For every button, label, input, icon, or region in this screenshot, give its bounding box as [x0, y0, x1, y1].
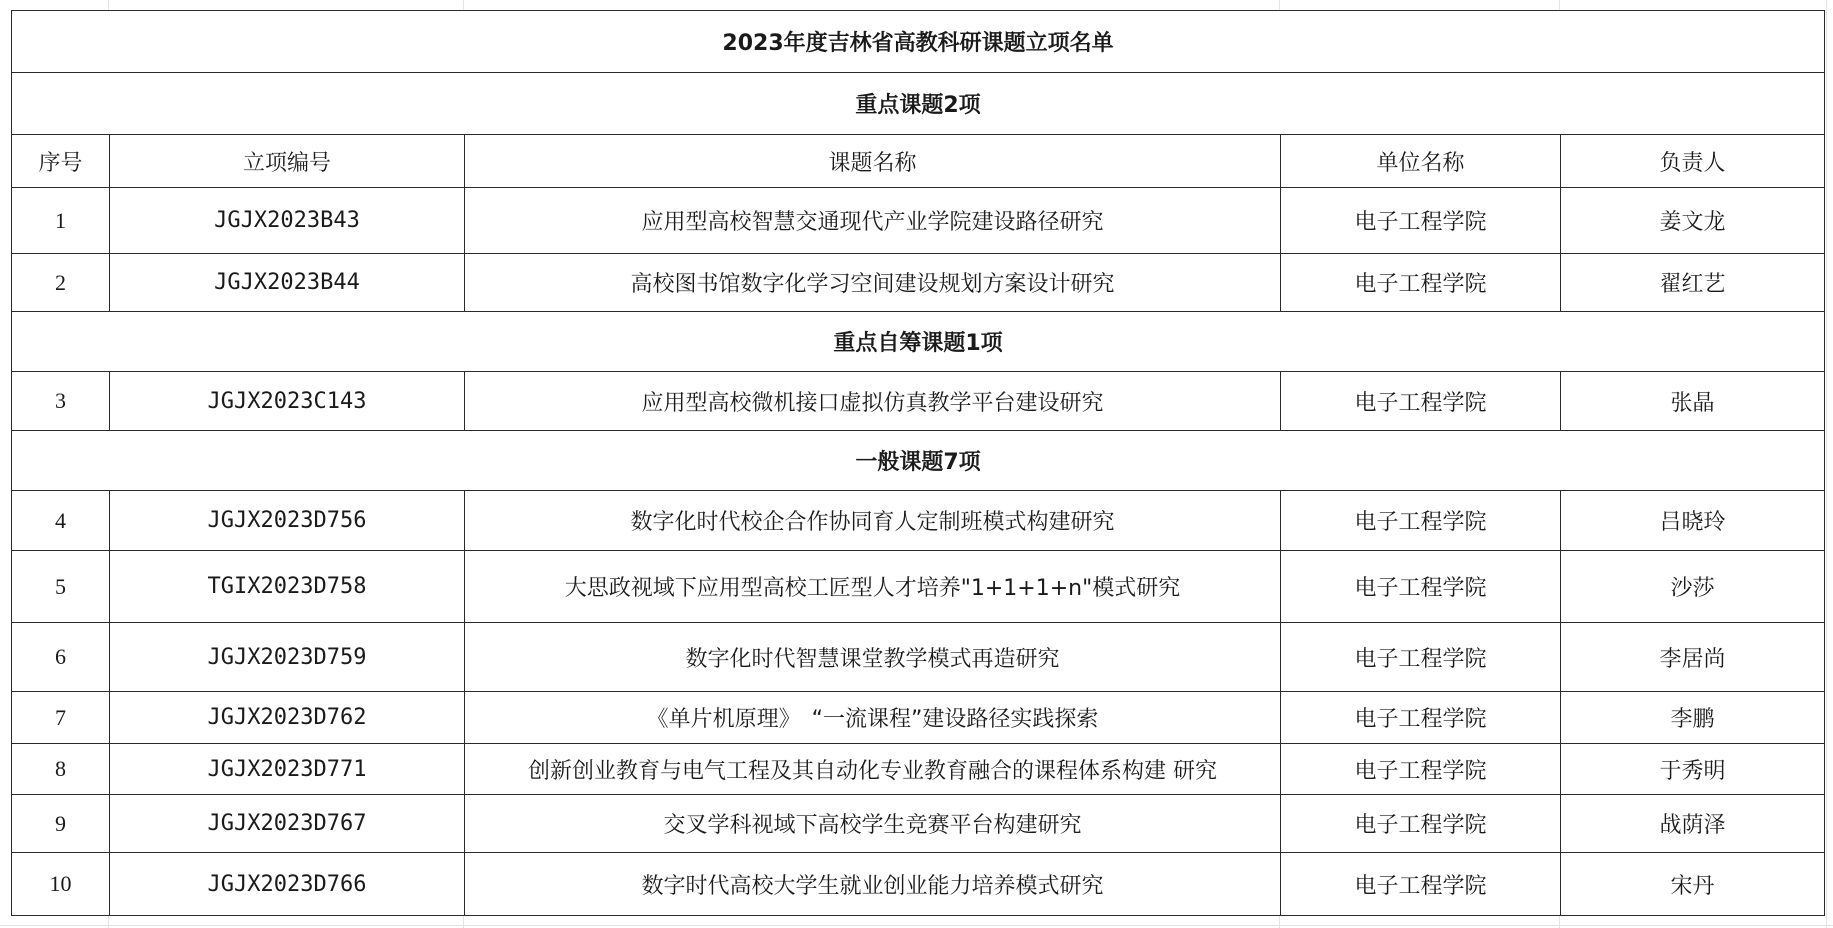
cell-unit: 电子工程学院: [1281, 623, 1561, 692]
cell-unit: 电子工程学院: [1281, 692, 1561, 744]
cell-seq: 5: [12, 551, 110, 623]
cell-person: 姜文龙: [1561, 188, 1825, 254]
header-row: [12, 135, 1825, 188]
cell-code: JGJX2023D771: [110, 744, 465, 795]
table-row: [12, 491, 1825, 551]
cell-name: 交叉学科视域下高校学生竞赛平台构建研究: [465, 795, 1281, 853]
cell-name: 数字化时代校企合作协同育人定制班模式构建研究: [465, 491, 1281, 551]
cell-seq: 6: [12, 623, 110, 692]
cell-seq: 8: [12, 744, 110, 795]
table-row: [12, 254, 1825, 312]
table-row: [12, 188, 1825, 254]
cell-person: 宋丹: [1561, 853, 1825, 916]
table-row: [12, 692, 1825, 744]
cell-person: 战荫泽: [1561, 795, 1825, 853]
section-label-general: 一般课题7项: [12, 431, 1825, 491]
cell-name: 应用型高校智慧交通现代产业学院建设路径研究: [465, 188, 1281, 254]
cell-person: 张晶: [1561, 372, 1825, 431]
cell-name: 大思政视域下应用型高校工匠型人才培养"1+1+1+n"模式研究: [465, 551, 1281, 623]
project-list-table: [11, 10, 1825, 916]
table-row: [12, 551, 1825, 623]
cell-unit: 电子工程学院: [1281, 744, 1561, 795]
cell-code: JGJX2023D766: [110, 853, 465, 916]
cell-code: TGIX2023D758: [110, 551, 465, 623]
cell-name: 应用型高校微机接口虚拟仿真教学平台建设研究: [465, 372, 1281, 431]
table-row: [12, 795, 1825, 853]
header-person: 负责人: [1561, 135, 1825, 188]
cell-code: JGJX2023D767: [110, 795, 465, 853]
cell-seq: 2: [12, 254, 110, 312]
cell-person: 于秀明: [1561, 744, 1825, 795]
cell-unit: 电子工程学院: [1281, 853, 1561, 916]
cell-code: JGJX2023D756: [110, 491, 465, 551]
cell-seq: 3: [12, 372, 110, 431]
section-label-key-selffunded: 重点自筹课题1项: [12, 312, 1825, 372]
cell-name: 数字时代高校大学生就业创业能力培养模式研究: [465, 853, 1281, 916]
cell-unit: 电子工程学院: [1281, 372, 1561, 431]
cell-person: 沙莎: [1561, 551, 1825, 623]
cell-unit: 电子工程学院: [1281, 188, 1561, 254]
table-row: [12, 372, 1825, 431]
cell-unit: 电子工程学院: [1281, 491, 1561, 551]
cell-name: 《单片机原理》 “一流课程”建设路径实践探索: [465, 692, 1281, 744]
cell-unit: 电子工程学院: [1281, 254, 1561, 312]
cell-person: 翟红艺: [1561, 254, 1825, 312]
section-row: [12, 431, 1825, 491]
sheet-gridline: [1826, 0, 1827, 928]
cell-name: 创新创业教育与电气工程及其自动化专业教育融合的课程体系构建 研究: [465, 744, 1281, 795]
cell-code: JGJX2023D759: [110, 623, 465, 692]
cell-code: JGJX2023B44: [110, 254, 465, 312]
cell-name: 数字化时代智慧课堂教学模式再造研究: [465, 623, 1281, 692]
cell-seq: 9: [12, 795, 110, 853]
table-row: [12, 744, 1825, 795]
header-seq: 序号: [12, 135, 110, 188]
table-row: [12, 623, 1825, 692]
cell-seq: 4: [12, 491, 110, 551]
section-label-key: 重点课题2项: [12, 73, 1825, 135]
cell-name: 高校图书馆数字化学习空间建设规划方案设计研究: [465, 254, 1281, 312]
section-row: [12, 312, 1825, 372]
table-row: [12, 853, 1825, 916]
cell-seq: 7: [12, 692, 110, 744]
table-title: 2023年度吉林省高教科研课题立项名单: [12, 11, 1825, 73]
cell-code: JGJX2023D762: [110, 692, 465, 744]
sheet-gridline: [0, 925, 1833, 926]
cell-code: JGJX2023B43: [110, 188, 465, 254]
cell-seq: 1: [12, 188, 110, 254]
title-row: [12, 11, 1825, 73]
cell-seq: 10: [12, 853, 110, 916]
cell-person: 吕晓玲: [1561, 491, 1825, 551]
header-code: 立项编号: [110, 135, 465, 188]
cell-unit: 电子工程学院: [1281, 551, 1561, 623]
section-row: [12, 73, 1825, 135]
header-unit: 单位名称: [1281, 135, 1561, 188]
header-name: 课题名称: [465, 135, 1281, 188]
cell-person: 李居尚: [1561, 623, 1825, 692]
cell-person: 李鹏: [1561, 692, 1825, 744]
cell-code: JGJX2023C143: [110, 372, 465, 431]
cell-unit: 电子工程学院: [1281, 795, 1561, 853]
